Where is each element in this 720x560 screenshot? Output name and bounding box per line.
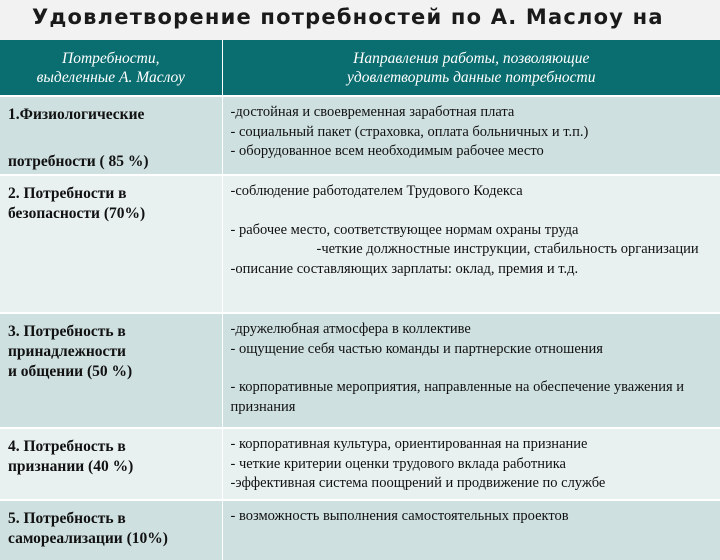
direction-item: - социальный пакет (страховка, оплата больничных и т.п.)	[230, 123, 589, 140]
table-row	[0, 428, 720, 500]
need-text: принадлежности	[8, 343, 126, 360]
need-text: 3. Потребность в	[8, 323, 126, 340]
header-needs-line: выделенные А. Маслоу	[36, 68, 185, 86]
slide-title-text: Удовлетворение потребностей по А. Маслоу на	[32, 5, 664, 29]
table-row	[0, 96, 720, 175]
direction-item: - четкие критерии оценки трудового вклада работника	[230, 455, 566, 472]
need-text: 2. Потребности в	[8, 185, 127, 202]
need-cell	[0, 175, 222, 313]
header-needs	[0, 40, 222, 96]
direction-item: - ощущение себя частью команды и партнерские отношения	[230, 340, 603, 357]
header-needs-line: Потребности,	[62, 49, 160, 67]
direction-item: - рабочее место, соответствующее нормам охраны труда	[230, 221, 579, 238]
need-text: самореализации (10%)	[8, 530, 168, 547]
need-cell	[0, 96, 222, 175]
need-cell	[0, 500, 222, 560]
table-row	[0, 175, 720, 313]
need-text: 5. Потребность в	[8, 510, 126, 527]
direction-item: -достойная и своевременная заработная плата	[230, 104, 515, 120]
directions-cell	[222, 96, 720, 175]
need-cell	[0, 428, 222, 500]
header-directions-line: удовлетворить данные потребности	[347, 68, 596, 86]
table-header-row	[0, 40, 720, 96]
table-row	[0, 500, 720, 560]
direction-item: -соблюдение работодателем Трудового Кодекса	[230, 183, 523, 199]
table-row	[0, 313, 720, 428]
need-text: и общении (50 %)	[8, 363, 133, 380]
directions-cell	[222, 313, 720, 428]
header-directions-line: Направления работы, позволяющие	[353, 49, 590, 67]
need-text: 1.Физиологические	[8, 106, 145, 123]
direction-item: -четкие должностные инструкции, стабильность организации	[316, 241, 699, 257]
header-directions	[222, 40, 720, 96]
need-text: 4. Потребность в	[8, 438, 126, 455]
directions-cell	[222, 175, 720, 313]
directions-cell	[222, 500, 720, 560]
need-text: безопасности (70%)	[8, 205, 146, 222]
direction-item: - корпоративные мероприятия, направленные на обеспечение уважения и признания	[230, 379, 685, 415]
need-text: признании (40 %)	[8, 458, 134, 475]
need-cell	[0, 313, 222, 428]
slide-title	[0, 0, 720, 40]
direction-item: - возможность выполнения самостоятельных проектов	[230, 508, 569, 524]
directions-cell	[222, 428, 720, 500]
need-text: потребности ( 85 %)	[8, 153, 149, 170]
direction-item: -эффективная система поощрений и продвижение по службе	[230, 475, 606, 491]
direction-item: -дружелюбная атмосфера в коллективе	[230, 321, 471, 337]
direction-item: -описание составляющих зарплаты: оклад, премия и т.д.	[230, 260, 579, 277]
direction-item: - оборудованное всем необходимым рабочее место	[230, 143, 544, 159]
direction-item: - корпоративная культура, ориентированная на признание	[230, 436, 588, 452]
maslow-needs-table	[0, 40, 720, 560]
